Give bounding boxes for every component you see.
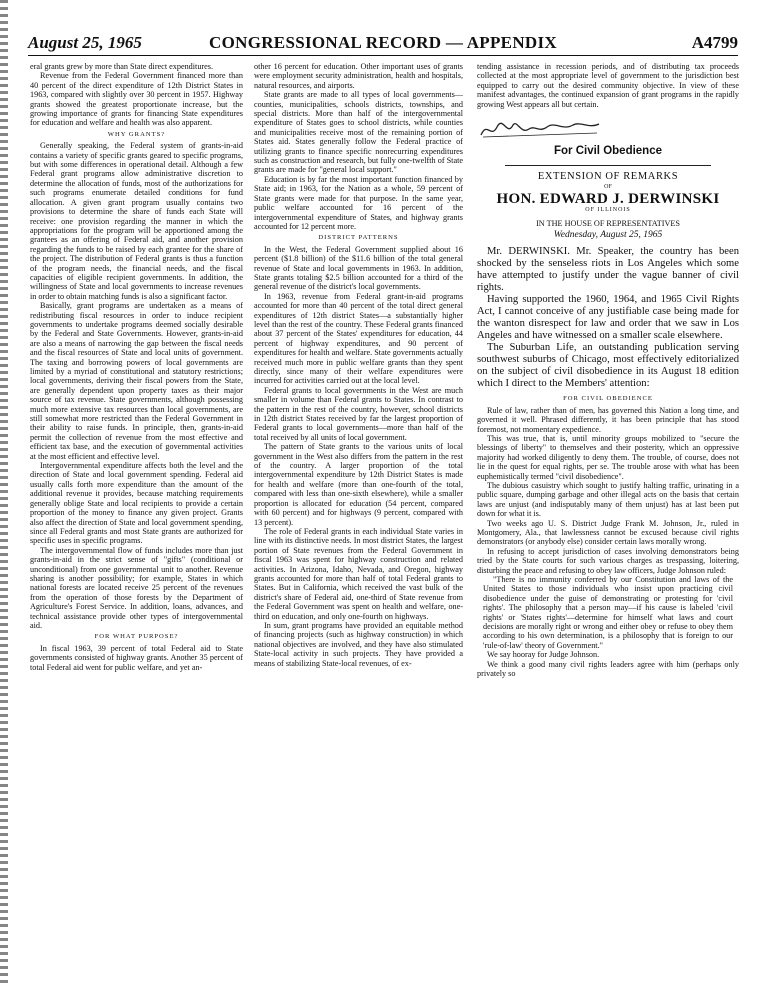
column-1: [30, 62, 243, 977]
paragraph: Intergovernmental expenditure affects both the level and the direction of State and local government spending. Federal aid usually calls forth more expenditure than the amount of the additional revenue it provides, because matching requirements generally oblige State and local recipients to provide a certain proportion of the money to finance any given project. Grants also affect the direction of State and local government spending, since all Federal grants and most State grants are authorized for specific uses in specific programs.: [30, 461, 243, 546]
member-name: HON. EDWARD J. DERWINSKI: [496, 190, 720, 207]
paragraph: Rule of law, rather than of men, has governed this Nation a long time, and governed it well. Phrased differently, it has been principle that has stood foremost, not momentary expedience.: [477, 405, 739, 434]
member-state: OF ILLINOIS: [585, 207, 631, 214]
quoted-paragraph: "There is no immunity conferred by our Constitution and laws of the United States to those individuals who insist upon practicing civil disobedience under the guise of demonstrating or protesting for 'civil rights'. The philosophy that a person may—if his cause is labeled 'civil rights' or 'States rights'—determine for himself what laws and court decisions are morally right or wrong and either obey or refuse to obey them according to his own determination, is a philosophy that is foreign to our 'rule-of-law' theory of Government.": [483, 575, 733, 650]
chamber-label: IN THE HOUSE OF REPRESENTATIVES: [536, 219, 680, 229]
paragraph: tending assistance in recession periods, and of distributing tax proceeds collected at the most appropriate level of government to the jurisdiction best equipped to carry out the desired community objective. In view of these manifest advantages, the continued expansion of grant programs in the rapidly growing West appears all but certain.: [477, 62, 739, 109]
paragraph: Generally speaking, the Federal system of grants-in-aid contains a variety of specific grants geared to specific programs, but with some differences in operational detail. Although a few Federal grant programs allow administrative discretion to determine the allocation of funds, most of the authorizations for such programs enumerate detailed conditions for fund allocation. A given grant program usually contains two provisions to determine the share of funds each State will receive: one provision regarding the manner in which the appropriations for the program will be apportioned among the grantees as an offering of Federal aid, and another provision regarding the funds to be raised by each grantee for the share of the project. The distribution of Federal grants is thus a function of the program needs, the financial needs, and the fiscal capacities of eligible recipient governments. In addition, the willingness of State and local governments to increase revenues in order to obtain matching funds is also a significant factor.: [30, 141, 243, 301]
paragraph: eral grants grew by more than State direct expenditures.: [30, 62, 214, 71]
paragraph: Revenue from the Federal Government financed more than 40 percent of the direct expenditure of 12th District States in 1963, compared with slightly over 30 percent in 1957. Highway grants showed the greatest proportionate increase, but the growing importance of grants for financing State expenditures for education and welfare and health was also apparent.: [30, 71, 243, 128]
section-heading: DISTRICT PATTERNS: [318, 234, 399, 242]
handwritten-mark: [477, 115, 617, 141]
session-date: Wednesday, August 25, 1965: [553, 229, 663, 240]
paragraph: Education is by far the most important function financed by State aid; in 1963, for the Nation as a whole, 59 percent of State grants were made for that purpose. In the same year, public welfare accounted for 16 percent of the intergovernmental expenditure of States, and highway grants accounted for 12 percent more.: [254, 174, 463, 231]
section-heading: FOR CIVIL OBEDIENCE: [563, 395, 653, 403]
paragraph: In 1963, revenue from Federal grant-in-aid programs accounted for more than 40 percent of the total direct general expenditures of 12th district States—a substantially higher level than the rest of the country. These Federal grants financed about 37 percent of the States' expenditures for education, 44 percent of highway expenditures, and 90 percent of expenditures for health and welfare. State governments actually received much more in public welfare grants than they spent directly, since many of their welfare expenditures were incurred for activities carried out at the local level.: [254, 291, 463, 386]
of-label: OF: [604, 184, 612, 191]
column-3: [477, 62, 739, 977]
header-page-number: A4799: [691, 33, 738, 52]
column-2: [254, 62, 463, 977]
paragraph: Mr. DERWINSKI. Mr. Speaker, the country has been shocked by the senseless riots in Los Angeles which some have attempted to justify under the vague banner of civil rights.: [477, 246, 739, 294]
header-title: CONGRESSIONAL RECORD — APPENDIX: [209, 33, 557, 52]
paragraph: In refusing to accept jurisdiction of cases involving demonstrators being tried by the State courts for such various charges as trespassing, loitering, disturbing the peace and refusing to obey law officers, Judge Johnson ruled:: [477, 546, 739, 575]
paragraph: other 16 percent for education. Other important uses of grants were employment security administration, health and hospitals, natural resources, and airports.: [254, 62, 463, 90]
paragraph: The Suburban Life, an outstanding publication serving southwest suburbs of Chicago, most effectively editorialized on the subject of civil disobedience in its August 18 edition which I direct to the Members' attention:: [477, 342, 739, 390]
paragraph: In the West, the Federal Government supplied about 16 percent ($1.8 billion) of the $11.6 billion of the total general revenue of State and local governments in 1963. In addition, State grants totaling $2.5 billion accounted for a third of the general revenue of the district's local governments.: [254, 244, 463, 292]
paragraph: We say hooray for Judge Johnson.: [487, 650, 600, 660]
section-heading: WHY GRANTS?: [107, 130, 166, 138]
section-heading: FOR WHAT PURPOSE?: [94, 633, 179, 641]
page-header: [28, 33, 738, 56]
paragraph: Two weeks ago U. S. District Judge Frank M. Johnson, Jr., ruled in Montgomery, Ala., that lawlessness cannot be excused because civil rights demonstrators (or anybody else) consider certain laws morally wrong.: [477, 518, 739, 547]
paragraph: The role of Federal grants in each individual State varies in line with its distinctive needs. In most district States, the largest portion of State revenues from the Federal Government in fiscal 1963 was spent for highway construction and related activities. In Arizona, Idaho, Nevada, and Oregon, highway grants accounted for more than half of total Federal grants to States. But in California, which received the vast bulk of the district's share of Federal aid, one-third of State revenue from the Federal Government was spent on health and welfare, one-third on education, and only one-fourth on highways.: [254, 526, 463, 621]
extension-heading: EXTENSION OF REMARKS: [505, 165, 711, 181]
paragraph: In sum, grant programs have provided an equitable method of financing projects (such as highway construction) in which national objectives are involved, and they have also stimulated State-local activity in such projects. They have provided a means of stabilizing State-local revenues, of ex-: [254, 620, 463, 668]
paragraph: We think a good many civil rights leaders agree with him (perhaps only privately so: [477, 659, 739, 679]
paragraph: Having supported the 1960, 1964, and 1965 Civil Rights Act, I cannot conceive of any justifiable case being made for the wanton disrespect for law and order that we saw in Los Angeles and have witnessed on a smaller scale elsewhere.: [477, 294, 739, 342]
paragraph: The pattern of State grants to the various units of local government in the West also differs from the pattern in the rest of the country. A larger proportion of the total intergovernmental expenditure by 12th District States is made for health and welfare (more than one-fourth of the total, compared with less than one-sixth elsewhere), while a smaller proportion is allocated for education (54 percent, compared with 60 percent) and for highways (9 percent, compared with 13 percent).: [254, 442, 463, 527]
page-binding-edge: [0, 0, 8, 987]
article-title: For Civil Obedience: [554, 145, 662, 158]
paragraph: Federal grants to local governments in the West are much smaller in volume than Federal grants to States. In contrast to the pattern in the rest of the country, however, school districts in 12th district States received by far the largest proportion of Federal grants to local governments—more than half of the total received by all units of local government.: [254, 385, 463, 442]
paragraph: State grants are made to all types of local governments—counties, municipalities, schools districts, townships, and special districts. More than half of the intergovernmental expenditure of States goes to school districts, while counties and municipalities receive most of the remaining portion of States aid. States generally follow the Federal practice of utilizing grants to finance specific nonrecurring expenditures such as construction and research, but fully one-twelfth of State grants are made for "general local support.": [254, 90, 463, 175]
paragraph: The intergovernmental flow of funds includes more than just grants-in-aid in the strict sense of "gifts" (conditional or unconditional) from one governmental unit to another. Revenue sharing is another possibility; for example, States in which national forests are located receive 25 percent of the revenues from the operation of those forests by the Department of Agriculture's Forest Service. In addition, loans, advances, and technical assistance provide other types of intergovernmental aid.: [30, 545, 243, 630]
paragraph: The dubious casuistry which sought to justify halting traffic, urinating in a public square, dumping garbage and other illegal acts on the basis that certain laws are unjust (and indisputably many of them unjust) has at last been put down for what it is.: [477, 480, 739, 519]
paragraph: Basically, grant programs are undertaken as a means of redistributing fiscal resources in order to induce recipient governments to undertake programs deemed socially desirable by the Federal and State Governments. However, grants-in-aid are also a means of narrowing the gap between the fiscal needs and the fiscal resources of State and local units of government. The taxing and borrowing powers of local governments are limited by a myriad of constitutional and statutory restrictions; local governments, deriving their fiscal powers from the State, are generally dependent upon property taxes as their major source of tax revenue. State governments, although possessing much more extensive tax resources than local governments, are still somewhat more restricted than the Federal Government in their ability to raise funds. In principle, then, grants-in-aid permit the collection of revenue from the most effective and efficient tax base, and the execution of governmental activities at the most efficient and effective level.: [30, 301, 243, 461]
header-date: August 25, 1965: [28, 33, 142, 52]
paragraph: This was true, that is, until minority groups mobilized to "secure the blessings of liberty" to themselves and their posterity, which an oppressive majority had worked diligently to deny them. The trouble, of course, does not lie in the quest for equal rights, per se. The trouble arose with what has been euphemistically termed "civil disobedience".: [477, 433, 739, 481]
remarks-body: [477, 246, 739, 390]
paragraph: In fiscal 1963, 39 percent of total Federal aid to State governments consisted of highway grants. Another 35 percent of total Federal aid went for public welfare, and yet an-: [30, 643, 243, 672]
